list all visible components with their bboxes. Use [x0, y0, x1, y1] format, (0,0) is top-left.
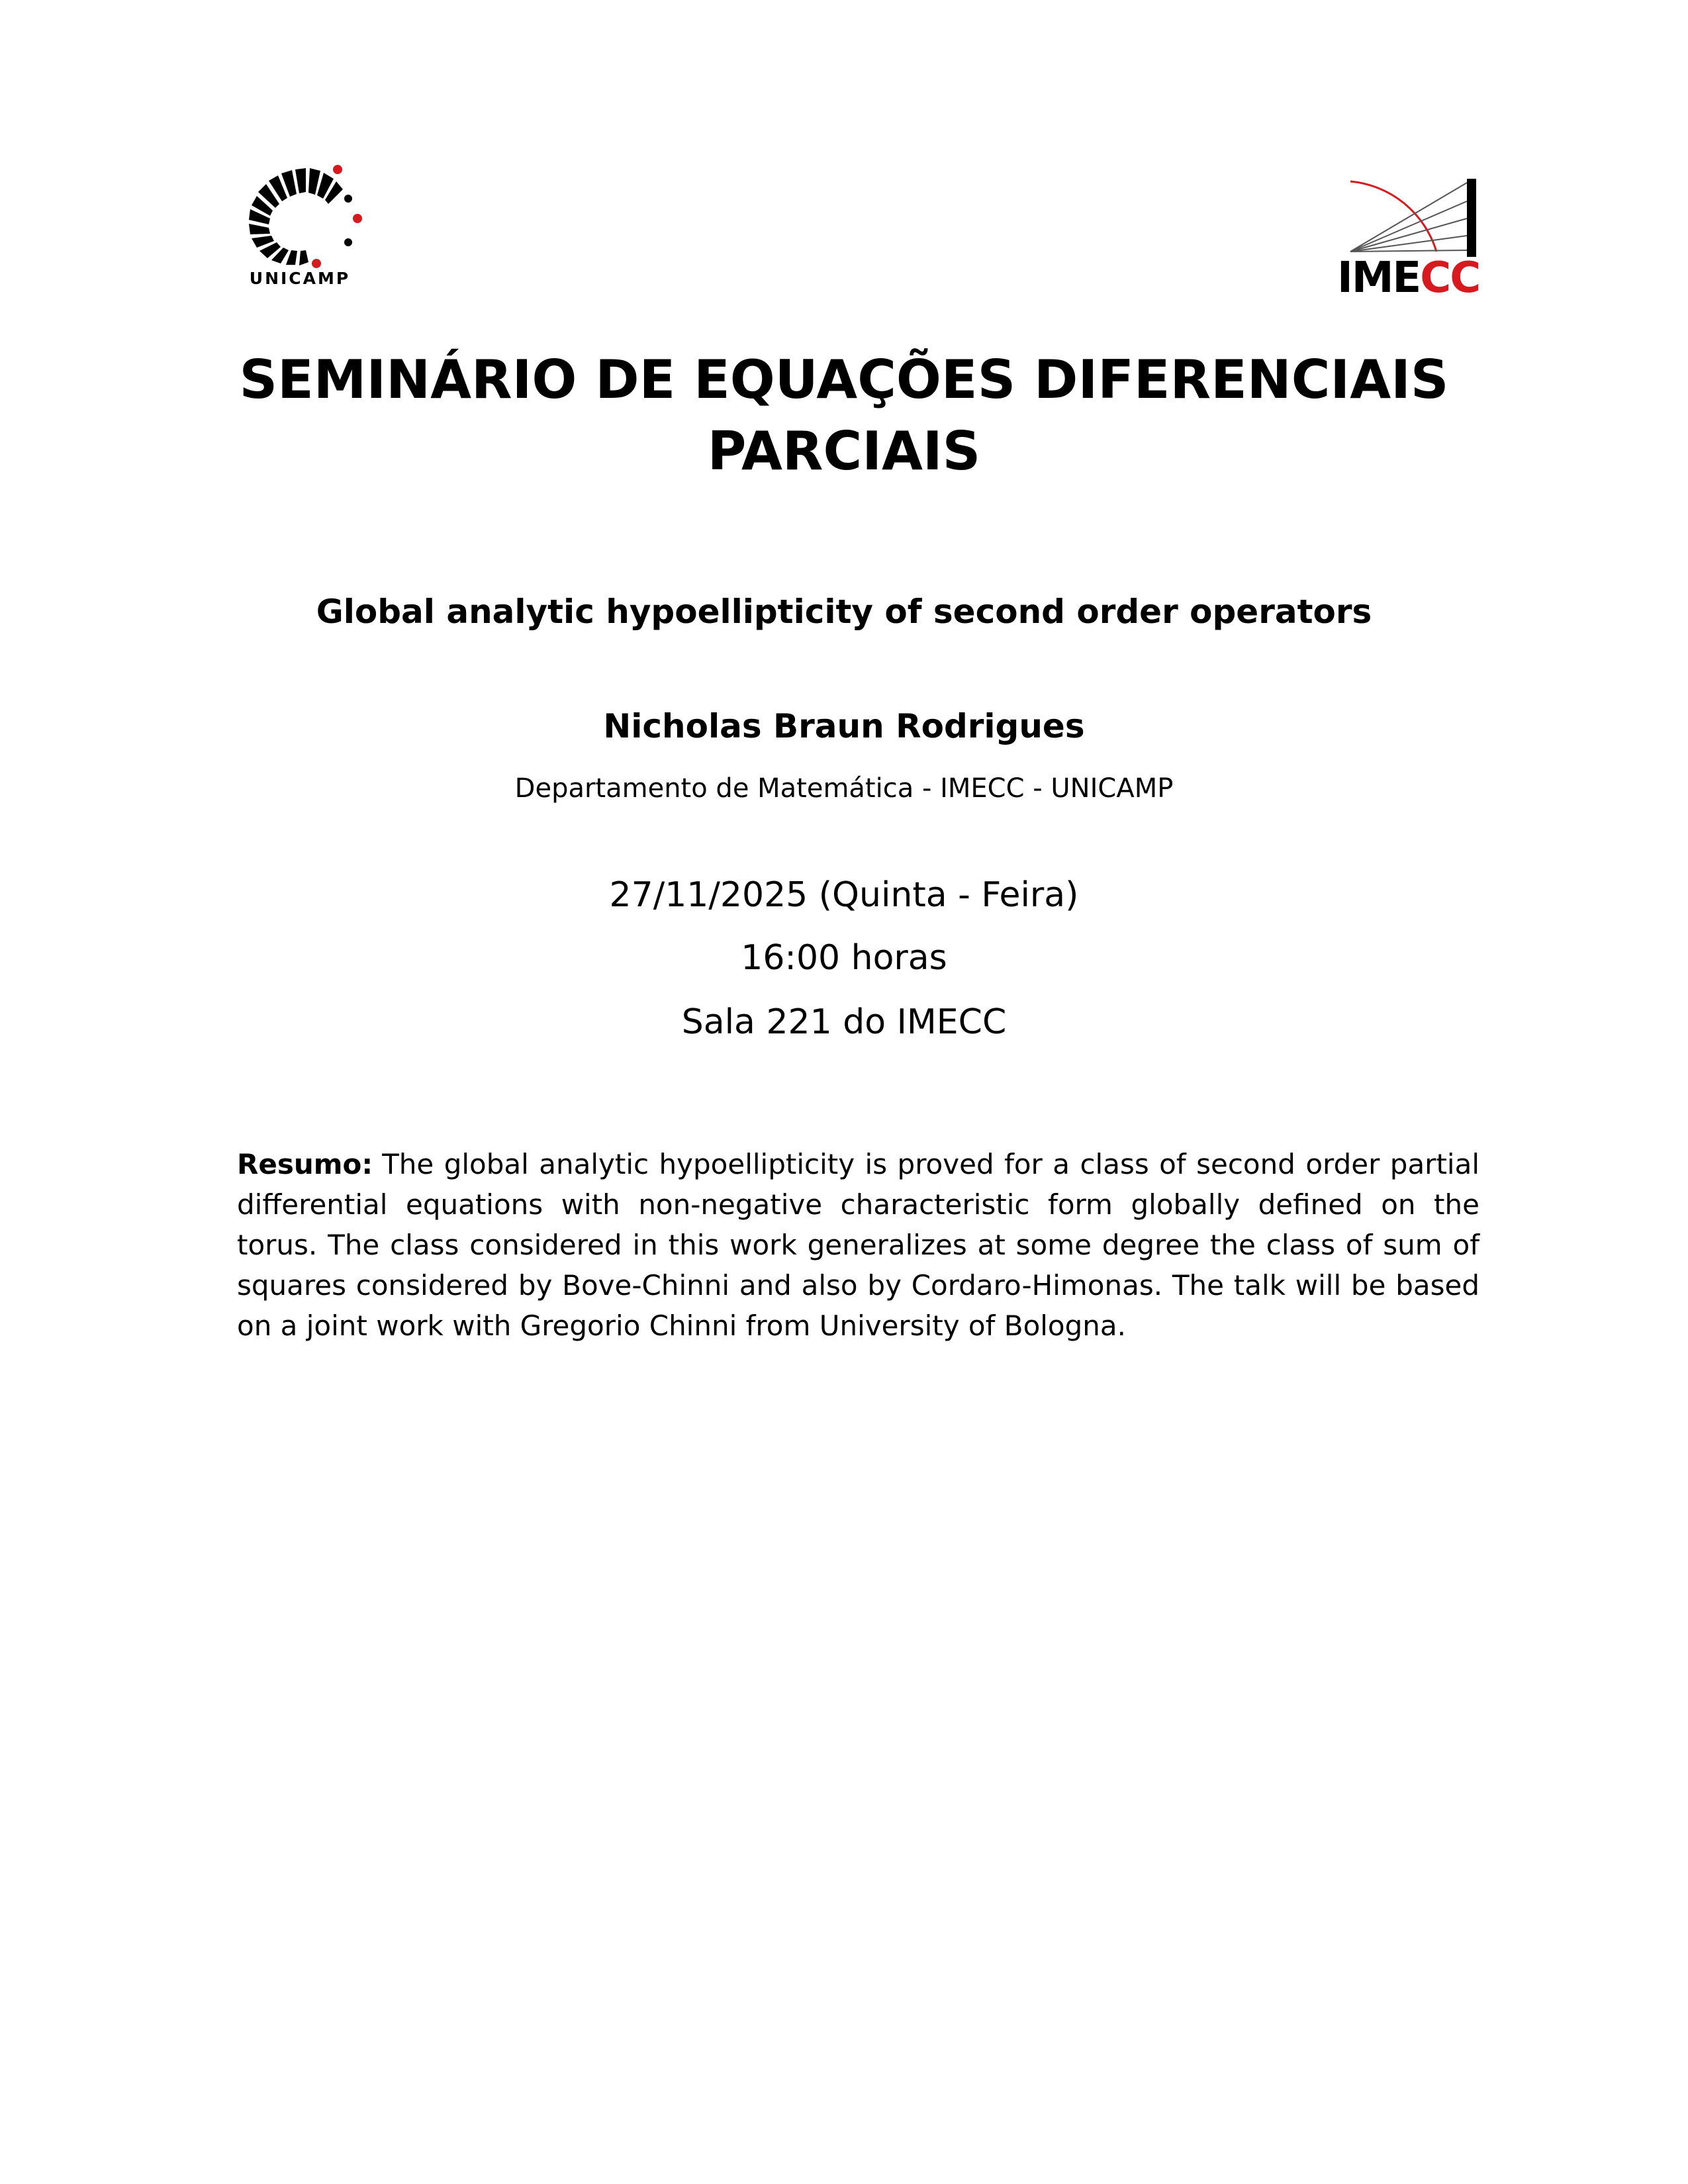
unicamp-logo	[237, 158, 369, 297]
event-date: 27/11/2025 (Quinta - Feira)	[609, 875, 1079, 915]
seminar-title-line2: PARCIAIS	[707, 420, 981, 482]
abstract	[237, 1144, 1479, 1346]
event-time: 16:00 horas	[741, 938, 947, 978]
talk-title: Global analytic hypoellipticity of second order operators	[316, 593, 1372, 631]
seminar-title	[199, 344, 1489, 487]
unicamp-wordmark: UNICAMP	[249, 269, 351, 288]
imecc-wordmark-black: IME	[1337, 254, 1421, 303]
unicamp-emblem-icon	[237, 158, 369, 270]
abstract-label: Resumo:	[237, 1148, 373, 1180]
event-room: Sala 221 do IMECC	[681, 1002, 1007, 1042]
imecc-arc-icon	[1337, 179, 1488, 258]
speaker-affiliation: Departamento de Matemática - IMECC - UNICAMP	[514, 773, 1174, 804]
speaker-name: Nicholas Braun Rodrigues	[603, 707, 1085, 745]
imecc-logo	[1337, 179, 1488, 309]
seminar-title-line1: SEMINÁRIO DE EQUAÇÕES DIFERENCIAIS	[239, 349, 1449, 410]
abstract-text: The global analytic hypoellipticity is proved for a class of second order partial differential equations with non-negative characteristic form globally defined on the torus. The class considered in this work generalizes at some degree the class of sum of squares considered by Bove-Chinni and also by Cordaro-Himonas. The talk will be based on a joint work with Gregorio Chinni from University of Bologna.	[237, 1148, 1479, 1342]
imecc-wordmark-red: CC	[1420, 254, 1480, 303]
imecc-wordmark	[1337, 254, 1480, 303]
